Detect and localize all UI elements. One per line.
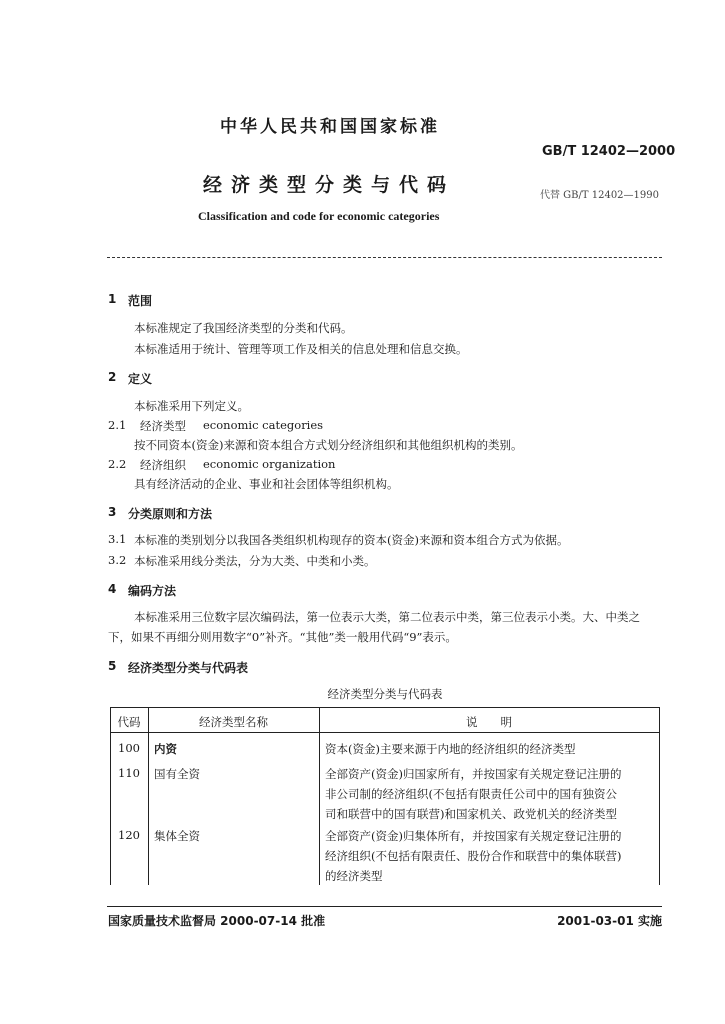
section-4-para-line-2: 下，如果不再细分则用数字“0”补齐。“其他”类一般用代码“9”表示。	[108, 630, 457, 644]
table-row-code: 100	[118, 741, 140, 755]
section-3-number: 3	[108, 505, 117, 519]
document-title-cn: 经济类型分类与代码	[203, 174, 456, 196]
table-row-code: 120	[118, 828, 140, 842]
header-divider	[107, 257, 662, 258]
section-5-title: 经济类型分类与代码表	[128, 661, 249, 675]
section-4-para-line-1: 本标准采用三位数字层次编码法，第一位表示大类，第二位表示中类，第三位表示小类。大、中类之	[134, 610, 640, 624]
table-row-name: 集体全资	[154, 829, 200, 843]
section-4-number: 4	[108, 582, 117, 596]
footer-divider	[107, 906, 662, 907]
section-2-intro: 本标准采用下列定义。	[134, 399, 249, 413]
definition-2-number: 2.2	[108, 457, 127, 471]
definition-1-term-en: economic categories	[203, 418, 324, 432]
table-row-description-line: 资本(资金)主要来源于内地的经济组织的经济类型	[325, 742, 576, 756]
clause-3-2-number: 3.2	[108, 553, 127, 567]
clause-3-1-number: 3.1	[108, 532, 127, 546]
clause-3-2-text: 本标准采用线分类法，分为大类、中类和小类。	[134, 554, 376, 568]
approval-date: 国家质量技术监督局 2000-07-14 批准	[108, 914, 326, 928]
table-header-divider	[110, 732, 660, 733]
table-border-left	[110, 708, 111, 885]
table-border-right	[659, 708, 660, 885]
document-title-en: Classification and code for economic categories	[198, 209, 440, 223]
table-row-description-line: 全部资产(资金)归国家所有，并按国家有关规定登记注册的	[325, 767, 622, 781]
section-1-number: 1	[108, 292, 117, 306]
table-header-name: 经济类型名称	[199, 715, 268, 729]
clause-3-1-text: 本标准的类别划分以我国各类组织机构现存的资本(资金)来源和资本组合方式为依据。	[134, 533, 569, 547]
section-2-number: 2	[108, 370, 117, 384]
table-row-name: 国有全资	[154, 767, 200, 781]
definition-2-term: 经济组织	[140, 458, 186, 472]
definition-1-number: 2.1	[108, 418, 127, 432]
table-row-description-line: 非公司制的经济组织(不包括有限责任公司中的国有独资公	[325, 787, 617, 801]
section-2-title: 定义	[128, 372, 153, 386]
section-5-number: 5	[108, 659, 117, 673]
table-col-divider-1	[148, 708, 149, 885]
section-1-para-2: 本标准适用于统计、管理等项工作及相关的信息处理和信息交换。	[134, 342, 468, 356]
table-header-code: 代码	[117, 715, 141, 729]
replaces-standard: 代替 GB/T 12402—1990	[540, 190, 659, 201]
definition-1-text: 按不同资本(资金)来源和资本组合方式划分经济组织和其他组织机构的类别。	[134, 438, 523, 452]
section-3-title: 分类原则和方法	[128, 507, 213, 521]
definition-2-term-en: economic organization	[203, 457, 336, 471]
section-1-title: 范围	[128, 294, 153, 308]
section-1-para-1: 本标准规定了我国经济类型的分类和代码。	[134, 321, 353, 335]
standard-number: GB/T 12402—2000	[542, 144, 676, 159]
standard-name: 中华人民共和国国家标准	[220, 117, 440, 137]
table-row-code: 110	[118, 766, 140, 780]
table-col-divider-2	[319, 708, 320, 885]
section-4-title: 编码方法	[128, 584, 177, 598]
table-row-description-line: 经济组织(不包括有限责任、股份合作和联营中的集体联营)	[325, 849, 622, 863]
table-row-description-line: 全部资产(资金)归集体所有，并按国家有关规定登记注册的	[325, 829, 622, 843]
definition-2-text: 具有经济活动的企业、事业和社会团体等组织机构。	[134, 477, 399, 491]
table-caption: 经济类型分类与代码表	[327, 687, 443, 701]
table-header-description: 说 明	[466, 715, 512, 729]
table-row-name: 内资	[154, 742, 177, 756]
table-row-description-line: 司和联营中的国有联营)和国家机关、政党机关的经济类型	[325, 807, 617, 821]
definition-1-term: 经济类型	[140, 419, 186, 433]
table-row-description-line: 的经济类型	[325, 869, 383, 883]
implementation-date: 2001-03-01 实施	[557, 914, 662, 928]
classification-table	[110, 707, 660, 885]
